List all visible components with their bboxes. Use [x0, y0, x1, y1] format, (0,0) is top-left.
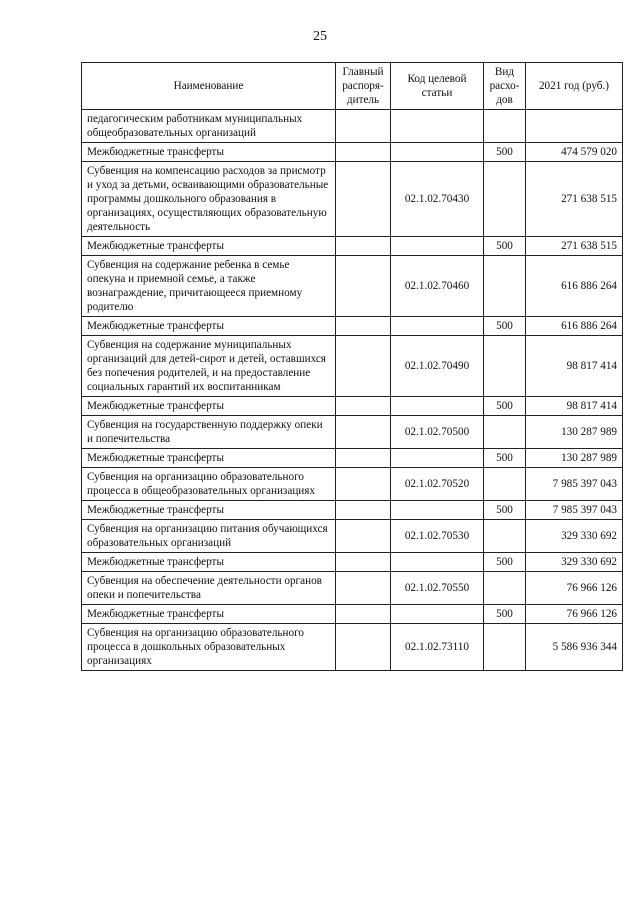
table-row: [82, 397, 623, 416]
table-row: [82, 237, 623, 256]
cell-code: [391, 605, 484, 624]
table-row: [82, 572, 623, 605]
cell-amount: 616 886 264: [526, 317, 623, 336]
header-name: Наименование: [82, 63, 336, 110]
cell-amount: 130 287 989: [526, 416, 623, 449]
cell-name: Межбюджетные трансферты: [82, 143, 336, 162]
cell-amount: 98 817 414: [526, 397, 623, 416]
cell-name: педагогическим работникам муниципальных общеобразовательных организаций: [82, 110, 336, 143]
cell-admin: [336, 624, 391, 671]
cell-amount: 329 330 692: [526, 553, 623, 572]
cell-kind: [484, 256, 526, 317]
cell-amount: 5 586 936 344: [526, 624, 623, 671]
cell-admin: [336, 336, 391, 397]
cell-name: Межбюджетные трансферты: [82, 553, 336, 572]
cell-amount: 329 330 692: [526, 520, 623, 553]
cell-code: 02.1.02.73110: [391, 624, 484, 671]
cell-name: Субвенция на организацию питания обучающихся образовательных организаций: [82, 520, 336, 553]
cell-kind: 500: [484, 553, 526, 572]
header-kind: Вид расхо-дов: [484, 63, 526, 110]
cell-code: 02.1.02.70490: [391, 336, 484, 397]
table-row: [82, 501, 623, 520]
cell-code: [391, 143, 484, 162]
cell-name: Субвенция на содержание ребенка в семье опекуна и приемной семье, а также вознаграждение, причитающееся приемному родителю: [82, 256, 336, 317]
cell-admin: [336, 501, 391, 520]
cell-code: [391, 553, 484, 572]
table-row: [82, 468, 623, 501]
cell-name: Субвенция на организацию образовательного процесса в дошкольных образовательных организациях: [82, 624, 336, 671]
table-row: [82, 162, 623, 237]
cell-amount: 474 579 020: [526, 143, 623, 162]
cell-admin: [336, 317, 391, 336]
cell-name: Межбюджетные трансферты: [82, 605, 336, 624]
cell-name: Субвенция на компенсацию расходов за присмотр и уход за детьми, осваивающими образовательные программы дошкольного образования в организациях, осуществляющих образовательную деятельность: [82, 162, 336, 237]
table-body: [82, 110, 623, 671]
cell-code: 02.1.02.70520: [391, 468, 484, 501]
cell-name: Субвенция на содержание муниципальных организаций для детей-сирот и детей, оставшихся без попечения родителей, и на предоставление социальных гарантий их воспитанникам: [82, 336, 336, 397]
cell-name: Субвенция на обеспечение деятельности органов опеки и попечительства: [82, 572, 336, 605]
table-row: [82, 336, 623, 397]
cell-code: [391, 237, 484, 256]
cell-code: [391, 449, 484, 468]
header-row: [82, 63, 623, 110]
table-row: [82, 520, 623, 553]
cell-kind: 500: [484, 605, 526, 624]
table-row: [82, 143, 623, 162]
cell-amount: 130 287 989: [526, 449, 623, 468]
cell-kind: [484, 468, 526, 501]
cell-admin: [336, 237, 391, 256]
table-row: [82, 605, 623, 624]
cell-admin: [336, 256, 391, 317]
cell-code: 02.1.02.70500: [391, 416, 484, 449]
header-amount: 2021 год (руб.): [526, 63, 623, 110]
cell-kind: 500: [484, 397, 526, 416]
cell-name: Межбюджетные трансферты: [82, 449, 336, 468]
table-row: [82, 553, 623, 572]
table-row: [82, 256, 623, 317]
cell-amount: 7 985 397 043: [526, 501, 623, 520]
page-number: 25: [313, 29, 327, 44]
cell-admin: [336, 397, 391, 416]
cell-admin: [336, 416, 391, 449]
cell-amount: 76 966 126: [526, 605, 623, 624]
table-row: [82, 110, 623, 143]
cell-code: [391, 501, 484, 520]
cell-admin: [336, 572, 391, 605]
header-admin: Главный распоря-дитель: [336, 63, 391, 110]
cell-name: Межбюджетные трансферты: [82, 501, 336, 520]
cell-kind: 500: [484, 143, 526, 162]
cell-kind: [484, 520, 526, 553]
cell-amount: [526, 110, 623, 143]
cell-kind: [484, 416, 526, 449]
cell-amount: 76 966 126: [526, 572, 623, 605]
table-row: [82, 624, 623, 671]
cell-kind: 500: [484, 237, 526, 256]
cell-name: Межбюджетные трансферты: [82, 317, 336, 336]
cell-kind: [484, 336, 526, 397]
cell-code: 02.1.02.70430: [391, 162, 484, 237]
cell-admin: [336, 553, 391, 572]
cell-kind: 500: [484, 449, 526, 468]
cell-admin: [336, 520, 391, 553]
cell-name: Межбюджетные трансферты: [82, 237, 336, 256]
cell-amount: 616 886 264: [526, 256, 623, 317]
cell-name: Межбюджетные трансферты: [82, 397, 336, 416]
cell-kind: [484, 624, 526, 671]
table-header: [82, 63, 623, 110]
cell-kind: [484, 162, 526, 237]
cell-amount: 271 638 515: [526, 162, 623, 237]
table-row: [82, 416, 623, 449]
cell-admin: [336, 605, 391, 624]
cell-kind: 500: [484, 501, 526, 520]
cell-admin: [336, 449, 391, 468]
cell-code: [391, 317, 484, 336]
cell-amount: 271 638 515: [526, 237, 623, 256]
cell-name: Субвенция на организацию образовательного процесса в общеобразовательных организациях: [82, 468, 336, 501]
cell-kind: 500: [484, 317, 526, 336]
cell-amount: 98 817 414: [526, 336, 623, 397]
cell-admin: [336, 468, 391, 501]
budget-table: [81, 62, 623, 671]
cell-code: 02.1.02.70530: [391, 520, 484, 553]
cell-amount: 7 985 397 043: [526, 468, 623, 501]
cell-name: Субвенция на государственную поддержку опеки и попечительства: [82, 416, 336, 449]
cell-code: 02.1.02.70460: [391, 256, 484, 317]
table-row: [82, 449, 623, 468]
cell-admin: [336, 143, 391, 162]
cell-kind: [484, 110, 526, 143]
cell-code: 02.1.02.70550: [391, 572, 484, 605]
cell-admin: [336, 110, 391, 143]
table-row: [82, 317, 623, 336]
cell-code: [391, 397, 484, 416]
header-code: Код целевой статьи: [391, 63, 484, 110]
cell-code: [391, 110, 484, 143]
cell-admin: [336, 162, 391, 237]
cell-kind: [484, 572, 526, 605]
